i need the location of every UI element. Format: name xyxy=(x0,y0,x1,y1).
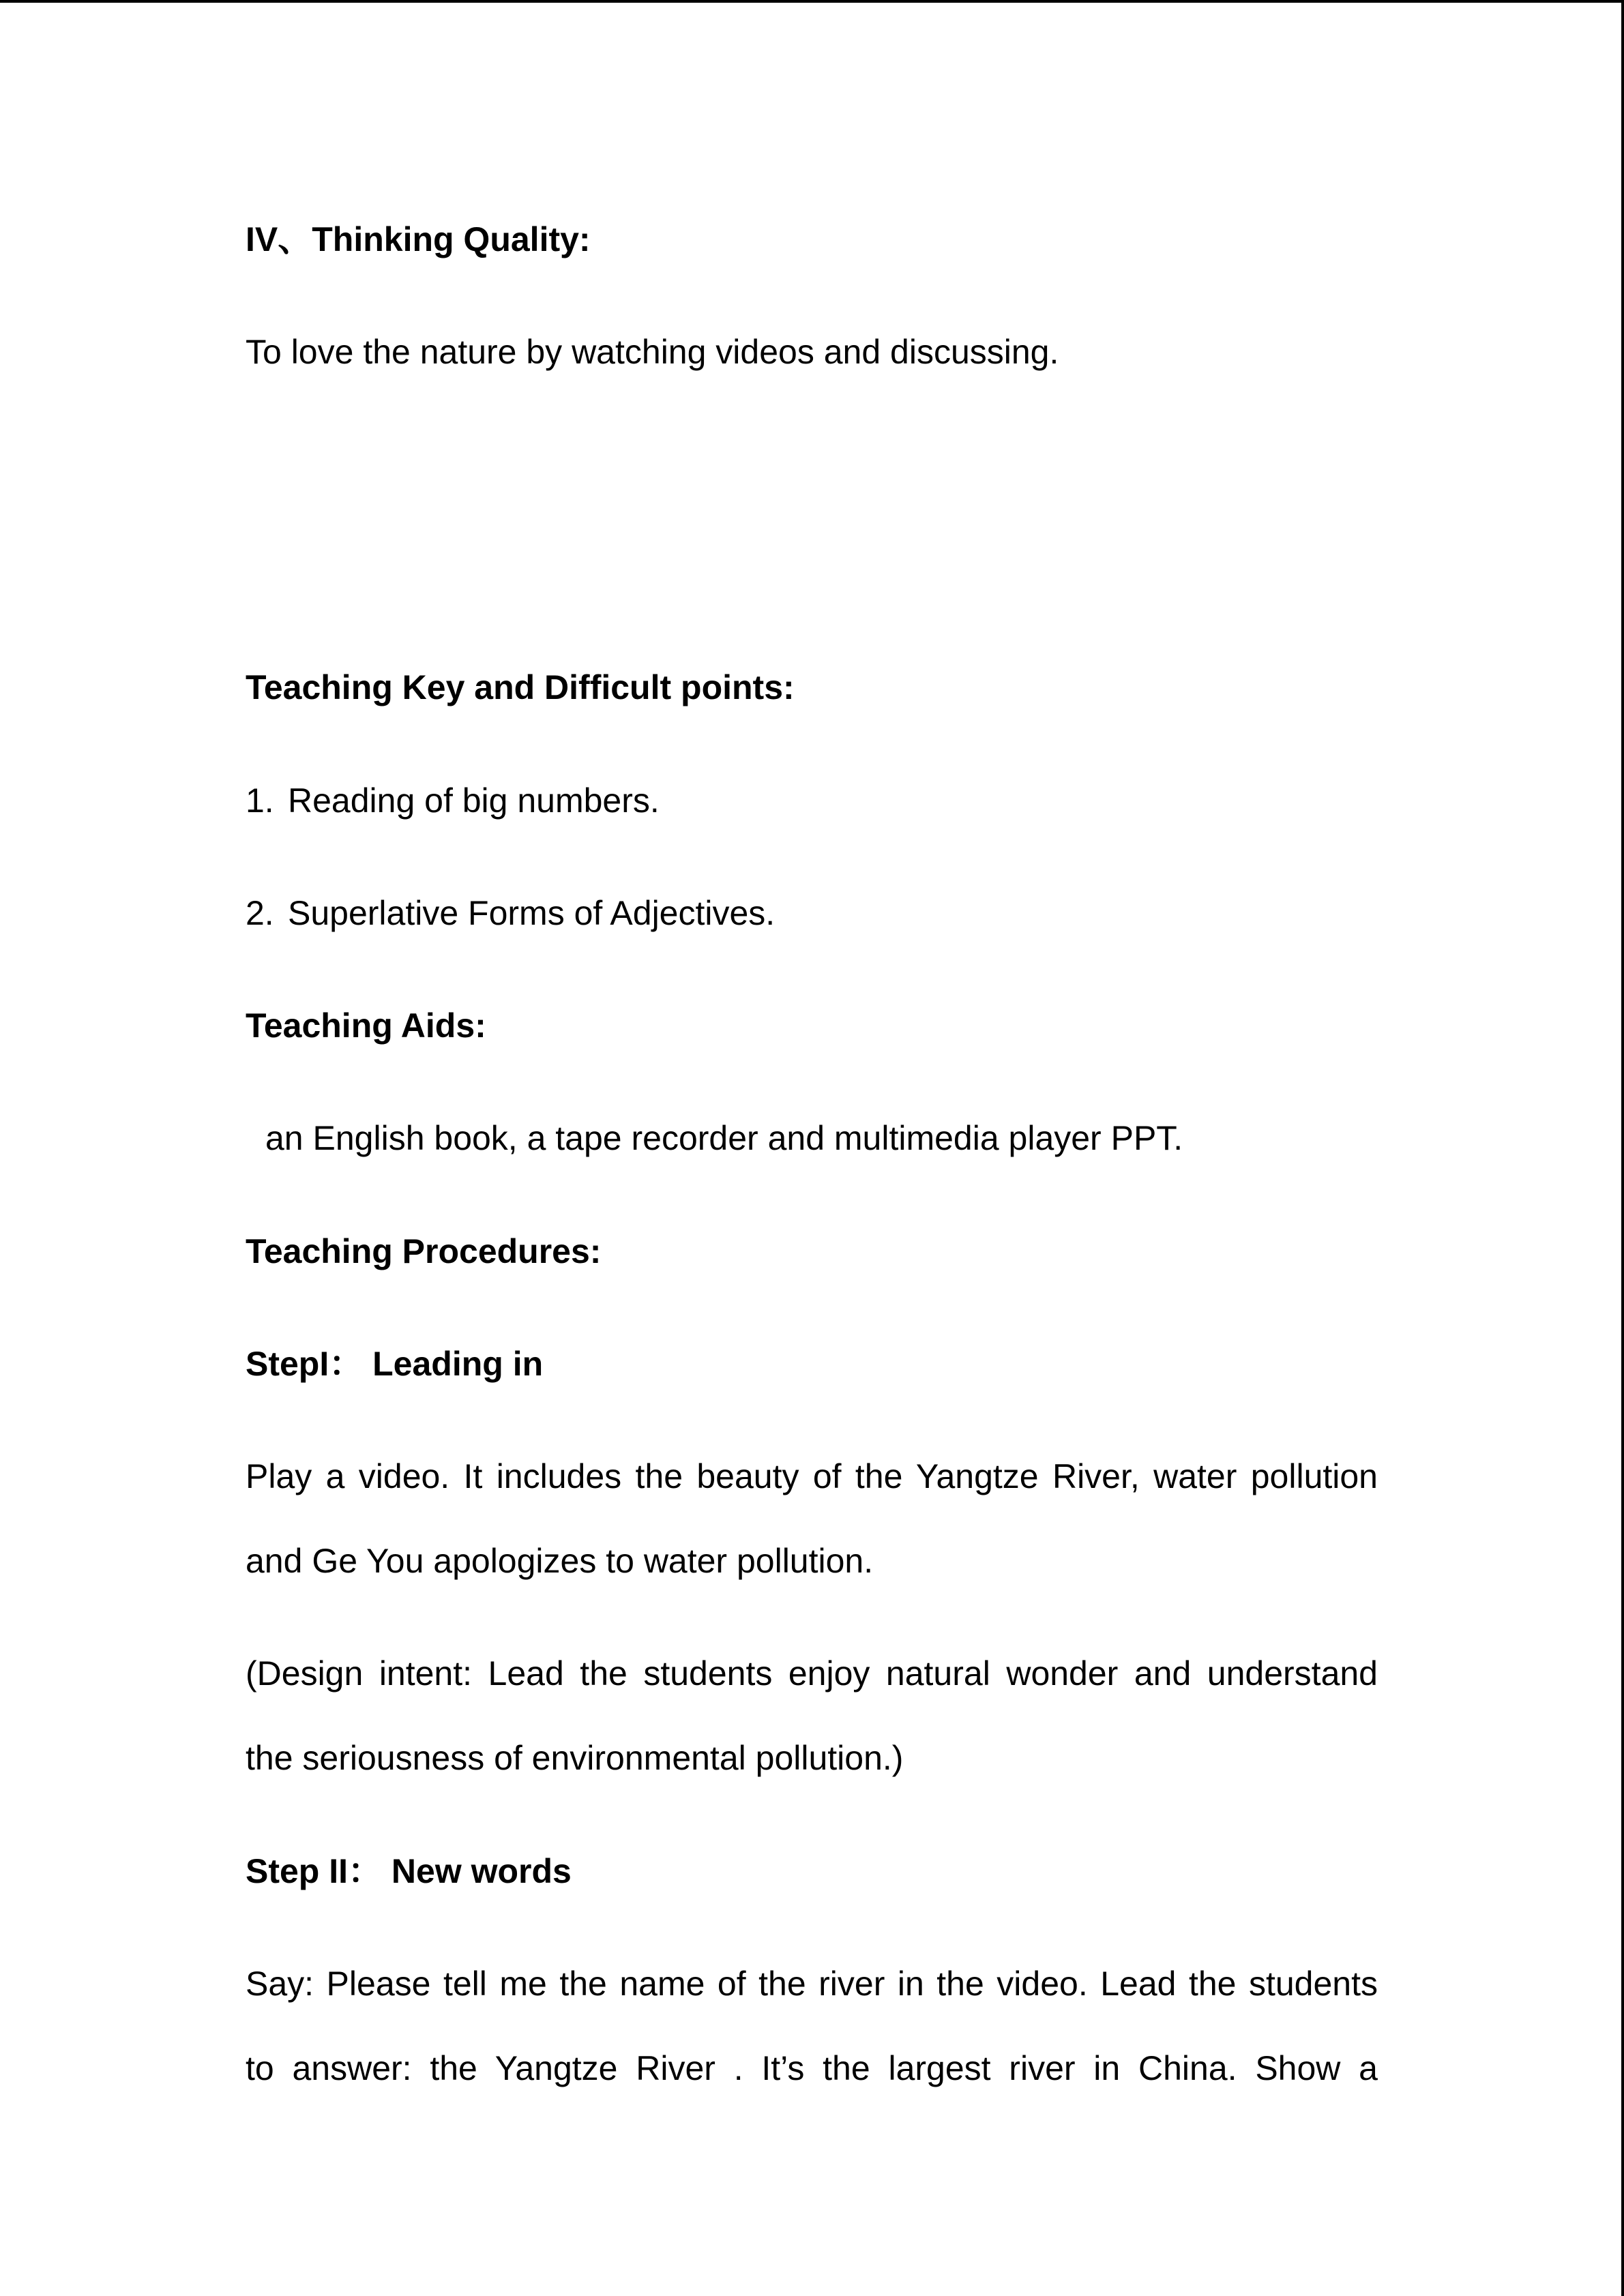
heading-teaching-procedures: Teaching Procedures: xyxy=(246,1232,602,1270)
paragraph-teaching-aids: an English book, a tape recorder and multimedia player PPT. xyxy=(265,1119,1183,1157)
paragraph-step-2-line-2: to answer: the Yangtze River . It’s the largest river in China. Show a xyxy=(246,2049,1378,2087)
list-item-text: Reading of big numbers. xyxy=(288,781,660,820)
list-item-text: Superlative Forms of Adjectives. xyxy=(288,894,776,932)
list-item xyxy=(246,896,775,930)
paragraph-design-intent-line-1: (Design intent: Lead the students enjoy natural wonder and understand xyxy=(246,1654,1378,1693)
heading-thinking-quality: IV、Thinking Quality: xyxy=(246,220,591,258)
paragraph-step-1-line-1: Play a video. It includes the beauty of the Yangtze River, water pollution xyxy=(246,1457,1378,1495)
paragraph-design-intent-line-2: the seriousness of environmental pollution.) xyxy=(246,1739,904,1777)
heading-key-points: Teaching Key and Difficult points: xyxy=(246,668,795,706)
list-item xyxy=(246,781,660,820)
heading-step-1: StepI： Leading in xyxy=(246,1345,544,1383)
heading-step-2: Step II： New words xyxy=(246,1852,572,1890)
heading-teaching-aids: Teaching Aids: xyxy=(246,1007,486,1045)
paragraph-step-1-line-2: and Ge You apologizes to water pollution. xyxy=(246,1542,874,1580)
page-right-border xyxy=(1621,0,1624,2296)
list-item-number: 1. xyxy=(246,781,274,820)
page-top-border xyxy=(0,0,1624,3)
paragraph-step-2-line-1: Say: Please tell me the name of the river in the video. Lead the students xyxy=(246,1965,1378,2003)
list-item-number: 2. xyxy=(246,894,274,932)
paragraph-thinking-quality: To love the nature by watching videos and discussing. xyxy=(246,333,1059,371)
